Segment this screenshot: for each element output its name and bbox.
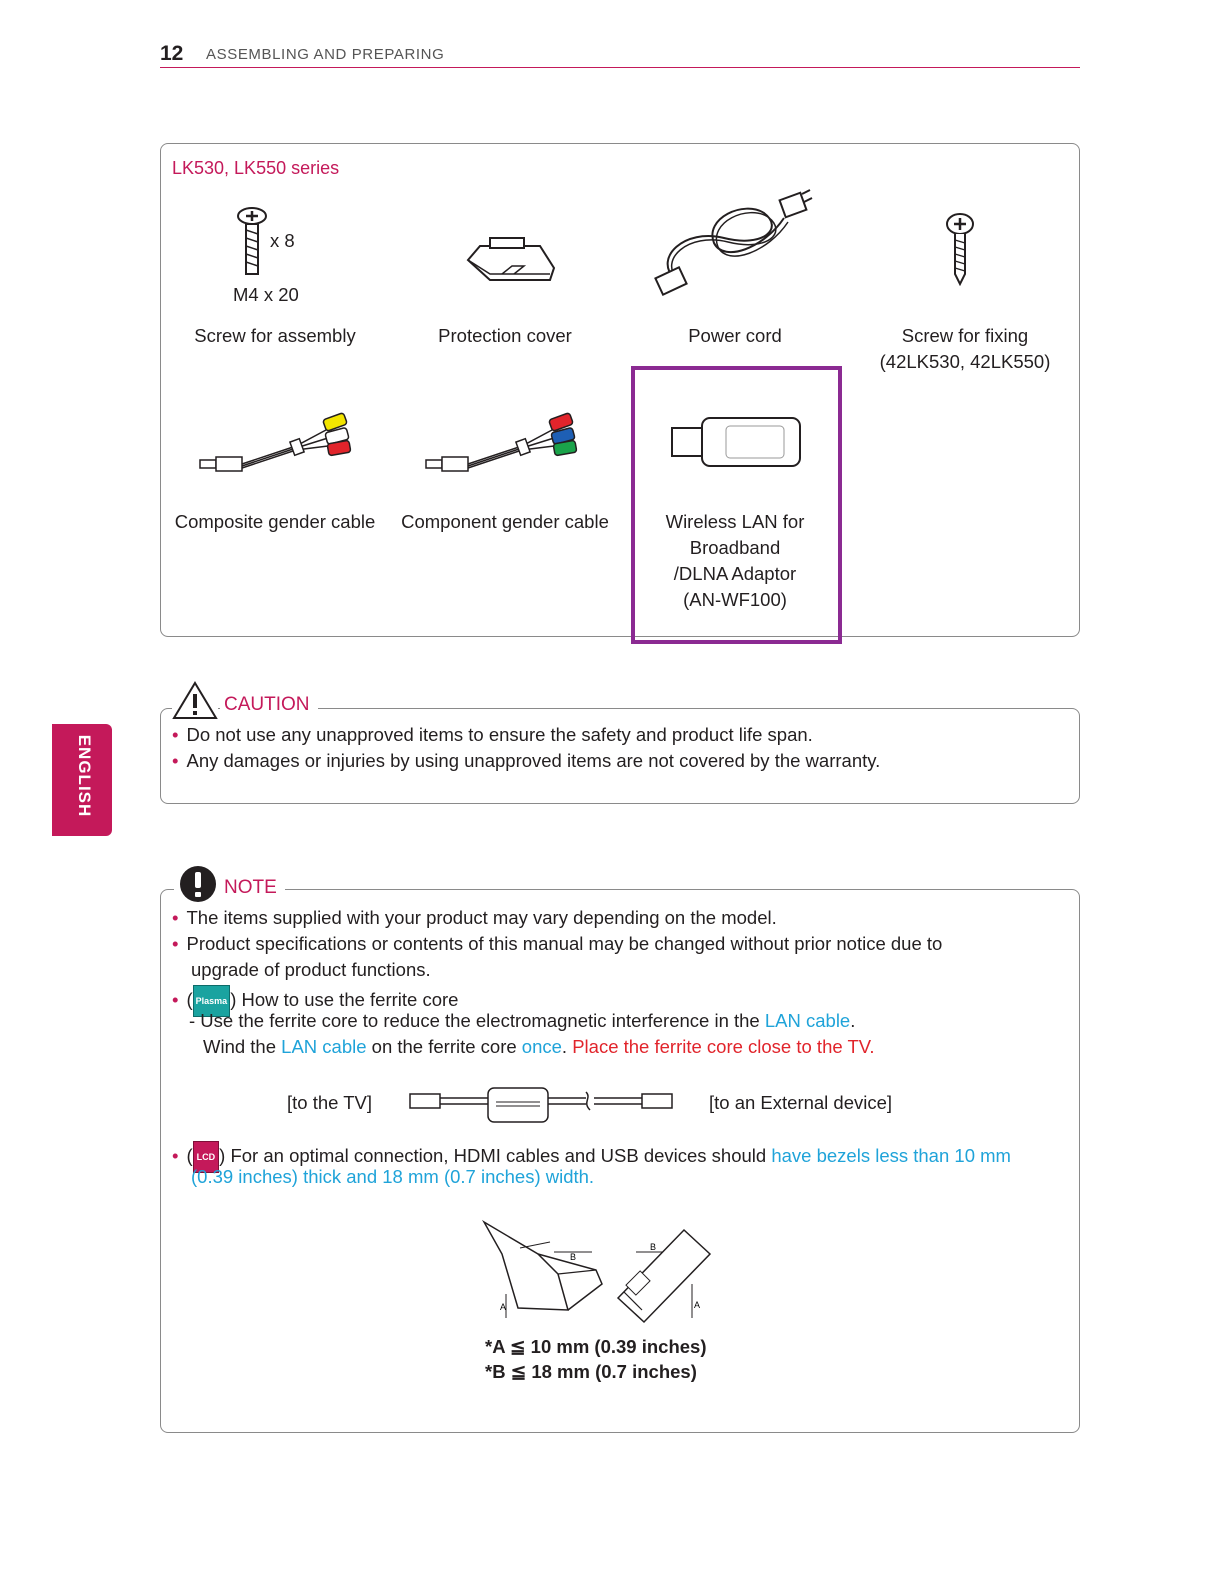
note-text-1: The items supplied with your product may vary depending on the model. (186, 907, 777, 928)
ferrite-line-2 (203, 1034, 875, 1060)
dim-b-left: B (570, 1252, 577, 1262)
highlight-box (631, 366, 842, 644)
protection-cover-icon (460, 234, 560, 290)
dim-b-right: B (650, 1242, 657, 1252)
ferrite-text-2a: Wind the (203, 1036, 282, 1057)
ferrite-text-2c: on the ferrite core (366, 1036, 522, 1057)
screw-fixing-icon (944, 212, 976, 286)
page-number: 12 (160, 42, 184, 65)
hdmi-text-c: (0.39 inches) thick and 18 mm (0.7 inches) width. (191, 1166, 595, 1187)
note-item-4: • ( LCD ) For an optimal connection, HDMI cables and USB devices should have bezels less than 10 mm (172, 1141, 1011, 1173)
section-title: ASSEMBLING AND PREPARING (206, 46, 445, 63)
ferrite-text-2d: once (521, 1036, 562, 1057)
caution-item: • Do not use any unapproved items to ensure the safety and product life span. (172, 724, 813, 745)
measure-a: *A ≦ 10 mm (0.39 inches) (485, 1336, 707, 1357)
note-text-2a: Product specifications or contents of this manual may be changed without prior notice due to (186, 933, 943, 954)
note-icon (174, 864, 220, 904)
ferrite-text-1c: . (850, 1010, 856, 1031)
item-label-component-cable: Component gender cable (401, 511, 609, 532)
power-cord-icon (644, 188, 814, 300)
note-item-3: • ( Plasma ) How to use the ferrite core (172, 985, 458, 1017)
connector-dimension-icon (478, 1214, 728, 1324)
item-label-screw-fixing (850, 323, 1080, 375)
item-label-power-cord: Power cord (688, 325, 782, 346)
wireless-line2: Broadband (689, 537, 781, 558)
dim-a-left: A (500, 1302, 507, 1312)
screw-icon (232, 206, 272, 278)
measure-b: *B ≦ 18 mm (0.7 inches) (485, 1361, 697, 1382)
ferrite-title: ) How to use the ferrite core (230, 988, 459, 1010)
hdmi-text-b: have bezels less than 10 mm (771, 1144, 1011, 1166)
caution-title: CAUTION (220, 694, 318, 716)
composite-cable-icon (196, 406, 366, 476)
wireless-line3: /DLNA Adaptor (673, 563, 797, 584)
to-device-label: [to an External device] (709, 1092, 893, 1113)
plasma-badge: Plasma (193, 985, 231, 1017)
screw-fixing-line2: (42LK530, 42LK550) (879, 351, 1051, 372)
ferrite-text-1b: LAN cable (764, 1010, 851, 1031)
component-cable-icon (422, 406, 592, 476)
item-label-composite-cable: Composite gender cable (174, 511, 376, 532)
item-label-protection-cover: Protection cover (438, 325, 572, 346)
ferrite-cable-icon (406, 1080, 678, 1126)
caution-text-2: Any damages or injuries by using unapproved items are not covered by the warranty. (186, 750, 881, 771)
screw-fixing-line1: Screw for fixing (901, 325, 1029, 346)
to-tv-label: [to the TV] (287, 1092, 373, 1113)
series-title: LK530, LK550 series (172, 158, 340, 178)
warning-icon (172, 680, 218, 720)
hdmi-text-a: ) For an optimal connection, HDMI cables and USB devices should (219, 1144, 772, 1166)
ferrite-text-2b: LAN cable (281, 1036, 367, 1057)
dim-a-right: A (694, 1300, 701, 1310)
item-label-screw-assembly: Screw for assembly (194, 325, 356, 346)
language-label: ENGLISH (75, 734, 94, 818)
ferrite-text-2f: Place the ferrite core close to the TV. (572, 1036, 875, 1057)
ferrite-line-1 (189, 1008, 855, 1034)
language-tab (52, 724, 112, 836)
wireless-line1: Wireless LAN for (665, 511, 805, 532)
caution-item: • Any damages or injuries by using unapproved items are not covered by the warranty. (172, 750, 881, 771)
header-rule (160, 67, 1080, 68)
note-title: NOTE (220, 877, 285, 899)
ferrite-text-1a: - Use the ferrite core to reduce the electromagnetic interference in the (189, 1010, 765, 1031)
note-item-2: • Product specifications or contents of this manual may be changed without prior notice due to (172, 933, 943, 954)
screw-qty: x 8 (270, 230, 295, 251)
screw-size: M4 x 20 (233, 284, 299, 305)
lcd-badge: LCD (193, 1141, 220, 1173)
ferrite-text-2e: . (561, 1036, 573, 1057)
note-item-1: • The items supplied with your product may vary depending on the model. (172, 907, 777, 928)
note-item-2-cont: upgrade of product functions. (191, 959, 431, 980)
wireless-line4: (AN-WF100) (683, 589, 787, 610)
caution-text-1: Do not use any unapproved items to ensure the safety and product life span. (186, 724, 813, 745)
